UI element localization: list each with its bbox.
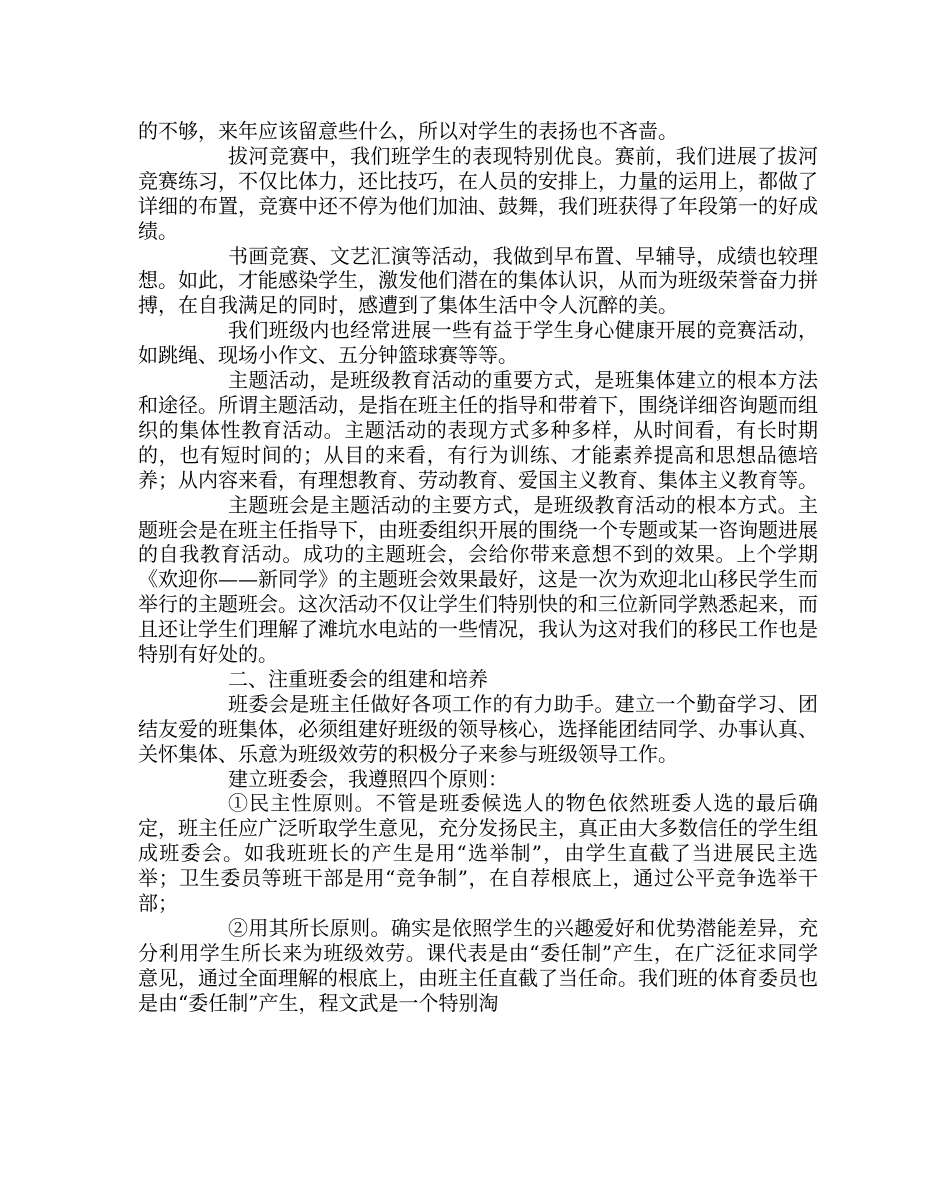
paragraph-10: ②用其所长原则。确实是依照学生的兴趣爱好和优势潜能差异，充分利用学生所长来为班级效劳。课代表是由“委任制”产生，在广泛征求同学意见，通过全面理解的根底上，由班主任直截了当任命。我们班的体育委员也是由“委任制”产生，程文武是一个特别淘 (138, 916, 818, 1015)
paragraph-5: 主题活动，是班级教育活动的重要方式，是班集体建立的根本方法和途径。所谓主题活动，是指在班主任的指导和带着下，围绕详细咨询题而组织的集体性教育活动。主题活动的表现方式多种多样，从时间看，有长时期的，也有短时间的；从目的来看，有行为训练、才能素养提高和思想品德培养；从内容来看，有理想教育、劳动教育、爱国主义教育、集体主义教育等。 (138, 368, 818, 492)
paragraph-9: ①民主性原则。不管是班委候选人的物色依然班委人选的最后确定，班主任应广泛听取学生意见，充分发扬民主，真正由大多数信任的学生组成班委会。如我班班长的产生是用“选举制”，由学生直截了当进展民主选举；卫生委员等班干部是用“竞争制”，在自荐根底上，通过公平竞争选举干部； (138, 791, 818, 916)
paragraph-2: 拔河竞赛中，我们班学生的表现特别优良。赛前，我们进展了拔河竞赛练习，不仅比体力，还比技巧，在人员的安排上，力量的运用上，都做了详细的布置，竞赛中还不停为他们加油、鼓舞，我们班获得了年段第一的好成绩。 (138, 143, 818, 243)
paragraph-6: 主题班会是主题活动的主要方式，是班级教育活动的根本方式。主题班会是在班主任指导下，由班委组织开展的围绕一个专题或某一咨询题进展的自我教育活动。成功的主题班会，会给你带来意想不到的效果。上个学期《欢迎你——新同学》的主题班会效果最好，这是一次为欢迎北山移民学生而举行的主题班会。这次活动不仅让学生们特别快的和三位新同学熟悉起来，而且还让学生们理解了滩坑水电站的一些情况，我认为这对我们的移民工作也是特别有好处的。 (138, 492, 818, 667)
paragraph-3: 书画竞赛、文艺汇演等活动，我做到早布置、早辅导，成绩也较理想。如此，才能感染学生，激发他们潜在的集体认识，从而为班级荣誉奋力拼搏，在自我满足的同时，感遭到了集体生活中令人沉醉的美。 (138, 243, 818, 318)
paragraph-4: 我们班级内也经常进展一些有益于学生身心健康开展的竞赛活动，如跳绳、现场小作文、五分钟篮球赛等等。 (138, 318, 818, 368)
document-page (138, 119, 818, 1016)
paragraph-8: 建立班委会，我遵照四个原则： (228, 766, 508, 791)
paragraph-1: 的不够，来年应该留意些什么，所以对学生的表扬也不吝啬。 (138, 119, 678, 143)
section-heading: 二、注重班委会的组建和培养 (228, 666, 488, 691)
paragraph-7: 班委会是班主任做好各项工作的有力助手。建立一个勤奋学习、团结友爱的班集体，必须组建好班级的领导核心，选择能团结同学、办事认真、关怀集体、乐意为班级效劳的积极分子来参与班级领导工作。 (138, 691, 818, 766)
